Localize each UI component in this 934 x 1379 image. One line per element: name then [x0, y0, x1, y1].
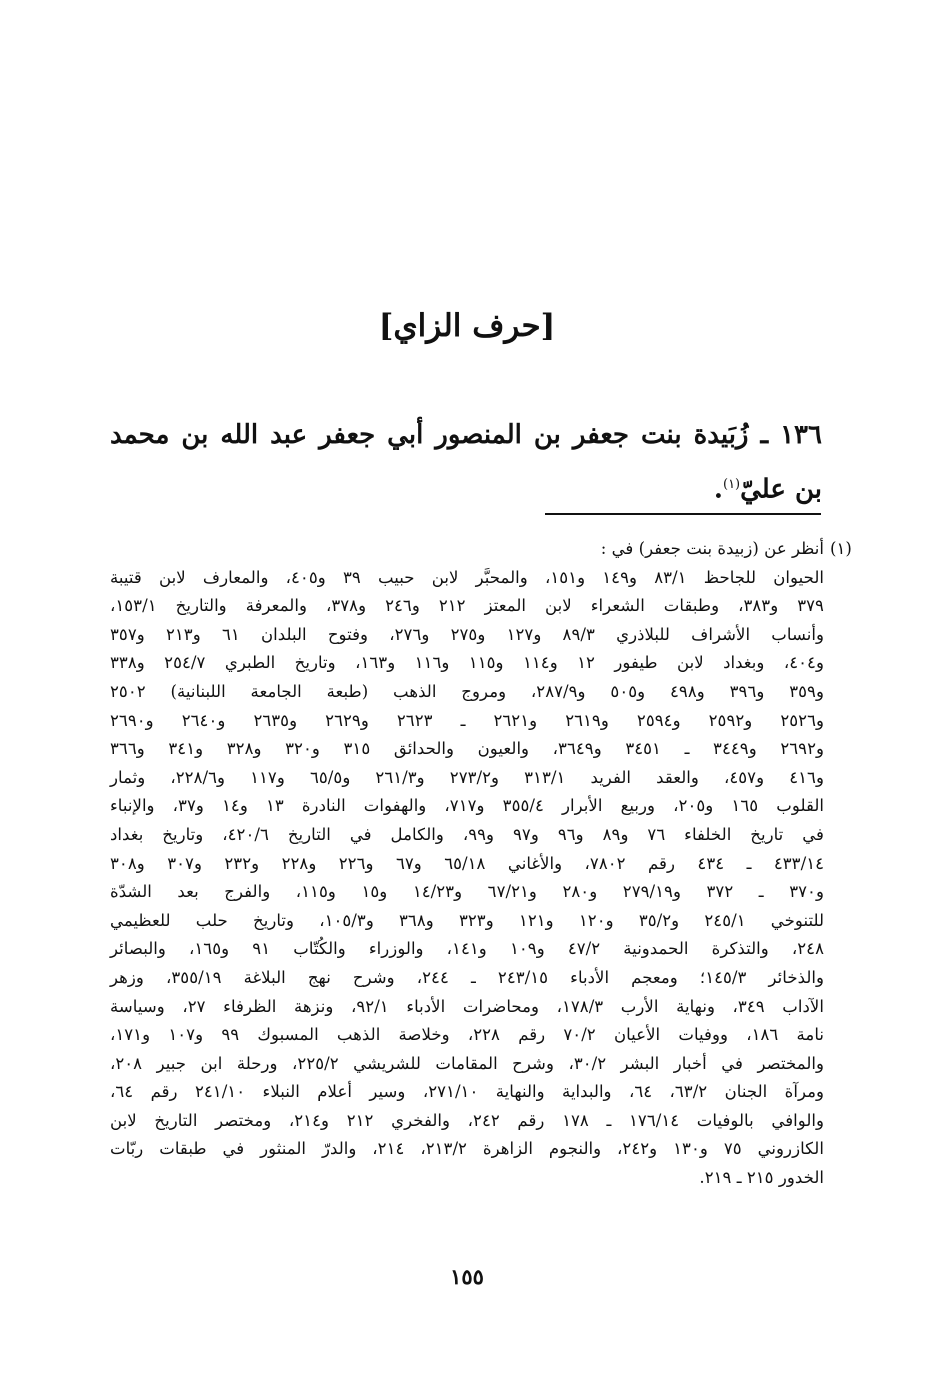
- footnote-line: و٢٦٩٢ و٣٤٤٩ ـ ٣٤٥١ و٣٦٤٩، والعيون والحدائق ٣١٥ و٣٢٠ و٣٢٨ و٣٤١ و٣٦٦: [110, 739, 824, 759]
- footnote-separator: [545, 513, 821, 515]
- footnote-line: والذخائر ١٤٥/٣؛ ومعجم الأدباء ٢٤٣/١٥ ـ ٢٤٤، وشرح نهج البلاغة ٣٥٥/١٩، وزهر: [110, 967, 824, 987]
- footnote-line: والوافي بالوفيات ١٧٦/١٤ ـ ١٧٨ رقم ٢٤٢، والفخري ٢١٢ و٢١٤، ومختصر التاريخ لابن: [110, 1110, 824, 1130]
- footnote-line: الكازروني ٧٥ و١٣٠ و٢٤٢، والنجوم الزاهرة ٢١٣/٢، ٢١٤، والدرّ المنثور في طبقات ربّات: [110, 1139, 824, 1159]
- section-title: [حرف الزاي]: [378, 308, 556, 344]
- footnote-lead: أنظر عن (زبيدة بنت جعفر) في :: [600, 539, 824, 558]
- footnote-line: و٣٧٠ ـ ٣٧٢ و٢٧٩/١٩ و٢٨٠ و٦٧/٢١ و١٤/٢٣ و١٥ و١١٥، والفرج بعد الشدّة: [110, 882, 824, 902]
- footnote-line: ٢٤٨، والتذكرة الحمدونية ٤٧/٢ و١٠٩ و١٤١، والوزراء والكُتّاب ٩١ و١٦٥، والبصائر: [110, 939, 824, 959]
- footnote-line: وأنساب الأشراف للبلاذري ٨٩/٣ و١٢٧ و٢٧٥ و٢٧٦، وفتوح البلدان ٦١ و٢١٣ و٣٥٧: [110, 624, 825, 644]
- footnote-line: و٢٥٢٦ و٢٥٩٢ و٢٥٩٤ و٢٦١٩ و٢٦٢١ ـ ٢٦٢٣ و٢٦٢٩ و٢٦٣٥ و٢٦٤٠ و٢٦٩٠: [110, 710, 825, 730]
- footnote-line: والمختصر في أخبار البشر ٣٠/٢، وشرح المقامات للشريشي ٢٢٥/٢، ورحلة ابن جبير ٢٠٨،: [110, 1053, 825, 1073]
- footnote-line: و٤١٦ و٤٥٧، والعقد الفريد ٣١٣/١ و٢٧٣/٢ و٢٦١/٣ و٦٥/٥ و١١٧ و٢٢٨/٦، وثمار: [110, 767, 824, 787]
- footnote: [110, 535, 852, 1193]
- entry-end: .: [713, 474, 723, 505]
- footnote-line: الحيوان للجاحظ ٨٣/١ و١٤٩ و١٥١، والمحبَّر لابن حبيب ٣٩ و٤٠٥، والمعارف لابن قتيبة: [110, 567, 825, 587]
- footnote-line: و٤٠٤، وبغداد لابن طيفور ١٢ و١١٤ و١١٥ و١١٦ و١٦٣، وتاريخ الطبري ٢٥٤/٧ و٣٣٨: [110, 653, 824, 673]
- footnote-line: و٣٥٩ و٣٩٦ و٤٩٨ و٥٠٥ و٢٨٧/٩، ومروج الذهب (طبعة الجامعة اللبنانية) ٢٥٠٢: [110, 681, 824, 701]
- footnote-line: الخدور ٢١٥ ـ ٢١٩.: [699, 1168, 824, 1188]
- page-number: ١٥٥: [450, 1264, 484, 1289]
- footnote-line: ٤٣٣/١٤ ـ ٤٣٤ رقم ٧٨٠٢، والأغاني ٦٥/١٨ و٦٧ و٢٢٦ و٢٢٨ و٢٣٢ و٣٠٧ و٣٠٨: [110, 853, 825, 873]
- footnote-line: القلوب ١٦٥ و٢٠٥، وربيع الأبرار ٣٥٥/٤ و٧١٧، والهفوات النادرة ١٣ و١٤ و٣٧، والإنباء: [110, 796, 825, 816]
- footnote-line: ومرآة الجنان ٦٣/٢، ٦٤، والبداية والنهاية ٢٧١/١٠، وسير أعلام النبلاء ٢٤١/١٠ رقم ٦٤،: [110, 1082, 825, 1102]
- footnote-line: في تاريخ الخلفاء ٧٦ و٨٩ و٩٦ و٩٧ و٩٩، والكامل في التاريخ ٤٢٠/٦، وتاريخ بغداد: [110, 824, 824, 844]
- footnote-line: نامة ١٨٦، ووفيات الأعيان ٧٠/٢ رقم ٢٢٨، وخلاصة الذهب المسبوك ٩٩ و١٠٧ و١٧١،: [110, 1025, 824, 1045]
- footnote-marker: (١): [830, 539, 852, 558]
- footnote-line: ٣٧٩ و٣٨٣، وطبقات الشعراء لابن المعتز ٢١٢ و٢٤٦ و٣٧٨، والمعرفة والتاريخ ١٥٣/١،: [110, 596, 824, 616]
- footnote-line: للتنوخي ٢٤٥/١ و٣٥/٢ و١٢٠ و١٢١ و٣٢٣ و٣٦٨ و١٠٥/٣، وتاريخ حلب للعظيمي: [110, 910, 825, 930]
- biography-entry-heading: [110, 410, 822, 515]
- footnote-line: الآداب ٣٤٩، ونهاية الأرب ١٧٨/٣، ومحاضرات الأدباء ٩٢/١، ونزهة الظرفاء ٢٧، وسياسة: [110, 996, 824, 1016]
- entry-text: ١٣٦ ـ زُبَيدة بنت جعفر بن المنصور أبي جعفر عبد الله بن محمد بن عليّ: [110, 420, 822, 505]
- footnote-reference: (١): [722, 477, 741, 492]
